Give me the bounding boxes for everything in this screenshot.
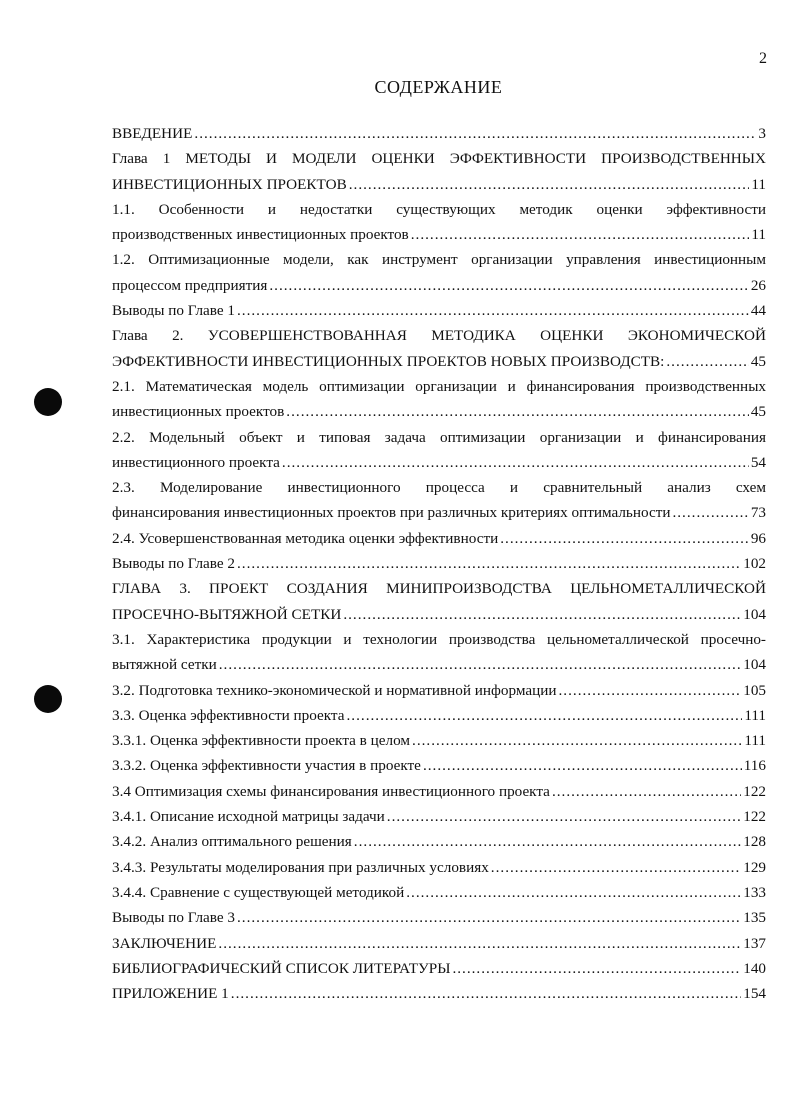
toc-entry-page: 128 — [743, 833, 766, 851]
toc-entry-text: ИНВЕСТИЦИОННЫХ ПРОЕКТОВ — [112, 175, 347, 193]
toc-entry-text: инвестиционных проектов — [112, 403, 285, 421]
toc-entry-text: ПРОСЕЧНО-ВЫТЯЖНОЙ СЕТКИ — [112, 605, 342, 623]
toc-entry-text: 3.4.4. Сравнение с существующей методикой — [112, 883, 405, 901]
toc-entry-page: 104 — [743, 656, 766, 674]
toc-entry — [112, 678, 766, 703]
toc-entry-text: 3.3.2. Оценка эффективности участия в проекте — [112, 757, 421, 775]
toc-entry — [112, 323, 766, 348]
toc-entry-page: 105 — [743, 681, 766, 699]
toc-entry-text: Выводы по Главе 1 — [112, 302, 235, 320]
toc-entry-text: 3.4.3. Результаты моделирования при различных условиях — [112, 858, 489, 876]
toc-entry — [112, 728, 766, 753]
toc-entry — [112, 500, 766, 525]
dot-leader — [423, 753, 742, 778]
toc-entry — [112, 981, 766, 1006]
dot-leader — [452, 956, 741, 981]
toc-entry-page: 111 — [744, 732, 766, 750]
toc-entry — [112, 222, 766, 247]
toc-entry — [112, 121, 766, 146]
toc-entry — [112, 779, 766, 804]
dot-leader — [411, 222, 750, 247]
toc-entry-text: 2.4. Усовершенствованная методика оценки эффективности — [112, 529, 499, 547]
toc-entry-text: ГЛАВА 3. ПРОЕКТ СОЗДАНИЯ МИНИПРОИЗВОДСТВА ЦЕЛЬНОМЕТАЛЛИЧЕСКОЙ — [112, 580, 766, 598]
dot-leader — [347, 703, 743, 728]
toc-entry-text: инвестиционного проекта — [112, 453, 280, 471]
dot-leader — [237, 551, 741, 576]
toc-entry-text: ПРИЛОЖЕНИЕ 1 — [112, 985, 229, 1003]
dot-leader — [194, 121, 756, 146]
dot-leader — [269, 273, 748, 298]
toc-entry-text: Выводы по Главе 2 — [112, 555, 235, 573]
toc-entry-text: 3.1. Характеристика продукции и технологии производства цельнометаллической просечно- — [112, 630, 766, 648]
toc-entry — [112, 602, 766, 627]
toc-entry-text: Выводы по Главе 3 — [112, 909, 235, 927]
toc-entry — [112, 298, 766, 323]
toc-entry-page: 11 — [751, 226, 766, 244]
toc-entry-text: 3.3.1. Оценка эффективности проекта в целом — [112, 732, 411, 750]
toc-entry-text: БИБЛИОГРАФИЧЕСКИЙ СПИСОК ЛИТЕРАТУРЫ — [112, 959, 451, 977]
toc-entry — [112, 829, 766, 854]
toc-entry-page: 3 — [758, 125, 766, 142]
toc-entry-text: 2.2. Модельный объект и типовая задача оптимизации организации и финансирования — [112, 428, 766, 446]
toc-entry — [112, 703, 766, 728]
toc-entry-text: Глава 2. УСОВЕРШЕНСТВОВАННАЯ МЕТОДИКА ОЦЕНКИ ЭКОНОМИЧЕСКОЙ — [112, 327, 766, 345]
toc-entry-page: 44 — [750, 302, 766, 320]
toc-entry — [112, 880, 766, 905]
toc-entry-page: 45 — [750, 403, 766, 421]
toc-entry-text: вытяжной сетки — [112, 656, 217, 674]
toc-entry — [112, 425, 766, 450]
toc-entry — [112, 627, 766, 652]
toc-entry — [112, 804, 766, 829]
dot-leader — [218, 931, 741, 956]
toc-entry-text: Глава 1 МЕТОДЫ И МОДЕЛИ ОЦЕНКИ ЭФФЕКТИВНОСТИ ПРОИЗВОДСТВЕННЫХ — [112, 150, 766, 168]
dot-leader — [219, 652, 741, 677]
dot-leader — [237, 905, 741, 930]
toc-entry — [112, 905, 766, 930]
toc-entry — [112, 753, 766, 778]
toc-entry — [112, 551, 766, 576]
toc-entry — [112, 931, 766, 956]
toc-entry — [112, 172, 766, 197]
toc-entry-text: ЭФФЕКТИВНОСТИ ИНВЕСТИЦИОННЫХ ПРОЕКТОВ НОВЫХ ПРОИЗВОДСТВ: — [112, 352, 665, 370]
toc-entry — [112, 652, 766, 677]
toc-entry-page: 116 — [743, 757, 766, 775]
table-of-contents — [112, 121, 766, 1006]
dot-leader — [491, 855, 741, 880]
toc-entry-text: 3.4 Оптимизация схемы финансирования инвестиционного проекта — [112, 782, 550, 800]
toc-entry-page: 45 — [750, 352, 766, 370]
toc-entry-page: 122 — [743, 808, 766, 826]
dot-leader — [286, 399, 749, 424]
toc-entry-text: производственных инвестиционных проектов — [112, 226, 409, 244]
dot-leader — [343, 602, 741, 627]
page-number: 2 — [759, 50, 767, 67]
toc-entry — [112, 526, 766, 551]
toc-entry — [112, 349, 766, 374]
dot-leader — [500, 526, 749, 551]
punch-hole-bottom — [34, 685, 62, 713]
toc-entry-page: 111 — [744, 706, 766, 724]
dot-leader — [552, 779, 741, 804]
toc-entry-text: ВВЕДЕНИЕ — [112, 125, 193, 142]
toc-entry — [112, 146, 766, 171]
toc-entry — [112, 273, 766, 298]
toc-entry-page: 154 — [743, 985, 766, 1003]
toc-entry-page: 137 — [743, 934, 766, 952]
toc-entry — [112, 855, 766, 880]
toc-entry — [112, 475, 766, 500]
dot-leader — [349, 172, 750, 197]
punch-hole-top — [34, 388, 62, 416]
dot-leader — [559, 678, 742, 703]
dot-leader — [231, 981, 741, 1006]
toc-entry-page: 140 — [743, 959, 766, 977]
toc-title: СОДЕРЖАНИЕ — [374, 77, 503, 97]
toc-entry-text: 3.2. Подготовка технико-экономической и нормативной информации — [112, 681, 557, 699]
dot-leader — [354, 829, 741, 854]
toc-entry — [112, 374, 766, 399]
toc-entry-page: 104 — [743, 605, 766, 623]
toc-entry-page: 11 — [751, 175, 766, 193]
toc-entry-text: 1.2. Оптимизационные модели, как инструмент организации управления инвестиционным — [112, 251, 766, 269]
toc-entry — [112, 956, 766, 981]
toc-entry-page: 102 — [743, 555, 766, 573]
dot-leader — [412, 728, 742, 753]
dot-leader — [666, 349, 748, 374]
toc-entry-text: 3.4.2. Анализ оптимального решения — [112, 833, 352, 851]
toc-entry-page: 135 — [743, 909, 766, 927]
toc-entry-page: 133 — [743, 883, 766, 901]
dot-leader — [406, 880, 741, 905]
toc-entry-text: процессом предприятия — [112, 276, 268, 294]
toc-entry-text: 2.3. Моделирование инвестиционного процесса и сравнительный анализ схем — [112, 479, 766, 497]
toc-entry-text: 2.1. Математическая модель оптимизации организации и финансирования производственных — [112, 377, 766, 395]
toc-entry — [112, 197, 766, 222]
toc-entry — [112, 576, 766, 601]
toc-entry — [112, 450, 766, 475]
toc-entry-page: 129 — [743, 858, 766, 876]
toc-entry-text: 3.3. Оценка эффективности проекта — [112, 706, 345, 724]
dot-leader — [387, 804, 741, 829]
toc-entry-text: ЗАКЛЮЧЕНИЕ — [112, 934, 217, 952]
toc-entry-page: 122 — [743, 782, 766, 800]
toc-entry-page: 96 — [750, 529, 766, 547]
toc-entry-text: 1.1. Особенности и недостатки существующих методик оценки эффективности — [112, 200, 766, 218]
toc-entry — [112, 247, 766, 272]
dot-leader — [282, 450, 749, 475]
toc-entry-text: 3.4.1. Описание исходной матрицы задачи — [112, 808, 385, 826]
toc-entry-page: 26 — [750, 276, 766, 294]
dot-leader — [237, 298, 749, 323]
toc-entry-page: 54 — [750, 453, 766, 471]
toc-entry-page: 73 — [750, 504, 766, 522]
toc-entry-text: финансирования инвестиционных проектов при различных критериях оптимальности — [112, 504, 671, 522]
toc-entry — [112, 399, 766, 424]
dot-leader — [672, 500, 748, 525]
